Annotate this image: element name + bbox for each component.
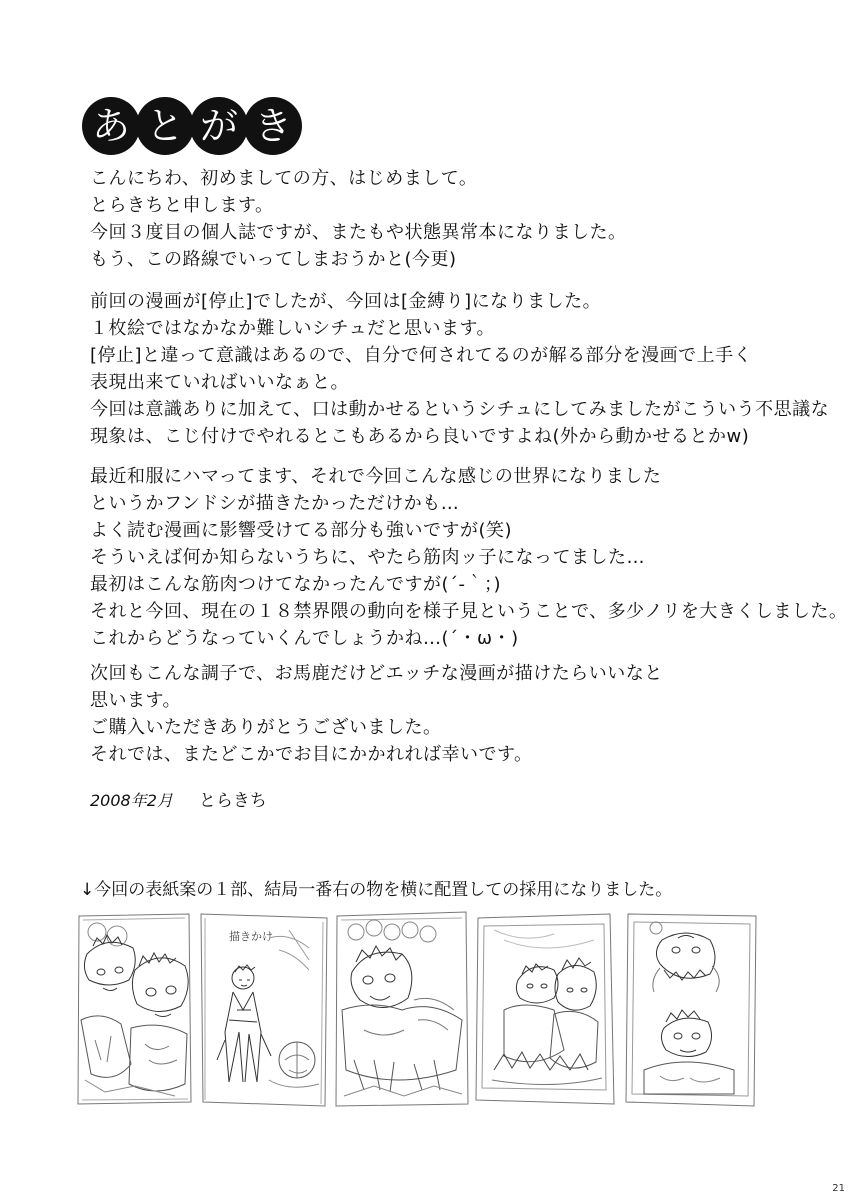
text-line: よく読む漫画に影響受けてる部分も強いですが(笑) bbox=[90, 520, 513, 541]
text-line: １枚絵ではなかなか難しいシチュだと思います。 bbox=[90, 318, 496, 339]
cover-sketch-5 bbox=[620, 910, 760, 1108]
text-line: こんにちわ、初めましての方、はじめまして。 bbox=[90, 168, 478, 189]
signature-author: とらきち bbox=[198, 791, 267, 811]
text-line: 今回３度目の個人誌ですが、またもや状態異常本になりました。 bbox=[90, 222, 627, 243]
afterword-title bbox=[82, 97, 298, 155]
text-line: これからどうなっていくんでしょうかね…(´・ω・) bbox=[90, 628, 519, 649]
page-number: 21 bbox=[832, 1183, 845, 1194]
sketch-label: 描きかけ bbox=[229, 930, 273, 943]
paragraph-story bbox=[90, 288, 829, 450]
title-char: き bbox=[244, 97, 302, 155]
text-line: 表現出来ていればいいなぁと。 bbox=[90, 372, 349, 393]
sketch-caption: ↓今回の表紙案の１部、結局一番右の物を横に配置しての採用になりました。 bbox=[80, 880, 673, 900]
text-line: もう、この路線でいってしまおうかと(今更) bbox=[90, 249, 457, 270]
text-line: それと今回、現在の１８禁界隈の動向を様子見ということで、多少ノリを大きくしました。 bbox=[90, 601, 848, 622]
text-line: それでは、またどこかでお目にかかれれば幸いです。 bbox=[90, 744, 533, 765]
text-line: 次回もこんな調子で、お馬鹿だけどエッチな漫画が描けたらいいなと bbox=[90, 663, 663, 684]
cover-sketch-3 bbox=[334, 910, 470, 1108]
text-line: とらきちと申します。 bbox=[90, 195, 274, 216]
cover-sketch-2 bbox=[199, 910, 331, 1108]
text-line: 今回は意識ありに加えて、口は動かせるというシチュにしてみましたがこういう不思議な bbox=[90, 399, 830, 420]
cover-sketch-1 bbox=[75, 910, 193, 1108]
signature-date: 2008年2月 bbox=[90, 791, 173, 810]
text-line: [停止]と違って意識はあるので、自分で何されてるのが解る部分を漫画で上手く bbox=[90, 345, 753, 366]
paragraph-greeting bbox=[90, 165, 627, 273]
paragraph-style bbox=[90, 463, 847, 652]
title-char: が bbox=[190, 97, 248, 155]
text-line: ご購入いただきありがとうございました。 bbox=[90, 717, 442, 738]
text-line: 思います。 bbox=[90, 690, 182, 711]
text-line: 最近和服にハマってます、それで今回こんな感じの世界になりました bbox=[90, 466, 662, 487]
text-line: 前回の漫画が[停止]でしたが、今回は[金縛り]になりました。 bbox=[90, 291, 602, 312]
text-line: 最初はこんな筋肉つけてなかったんですが(´-｀；) bbox=[90, 574, 502, 595]
title-char: と bbox=[136, 97, 194, 155]
paragraph-closing bbox=[90, 660, 663, 768]
cover-sketch-4 bbox=[474, 910, 616, 1108]
text-line: 現象は、こじ付けでやれるとこもあるから良いですよね(外から動かせるとかw) bbox=[90, 426, 750, 447]
text-line: というかフンドシが描きたかっただけかも… bbox=[90, 493, 460, 514]
title-char: あ bbox=[82, 97, 140, 155]
text-line: そういえば何か知らないうちに、やたら筋肉ッ子になってました… bbox=[90, 547, 645, 568]
signature bbox=[90, 787, 267, 814]
